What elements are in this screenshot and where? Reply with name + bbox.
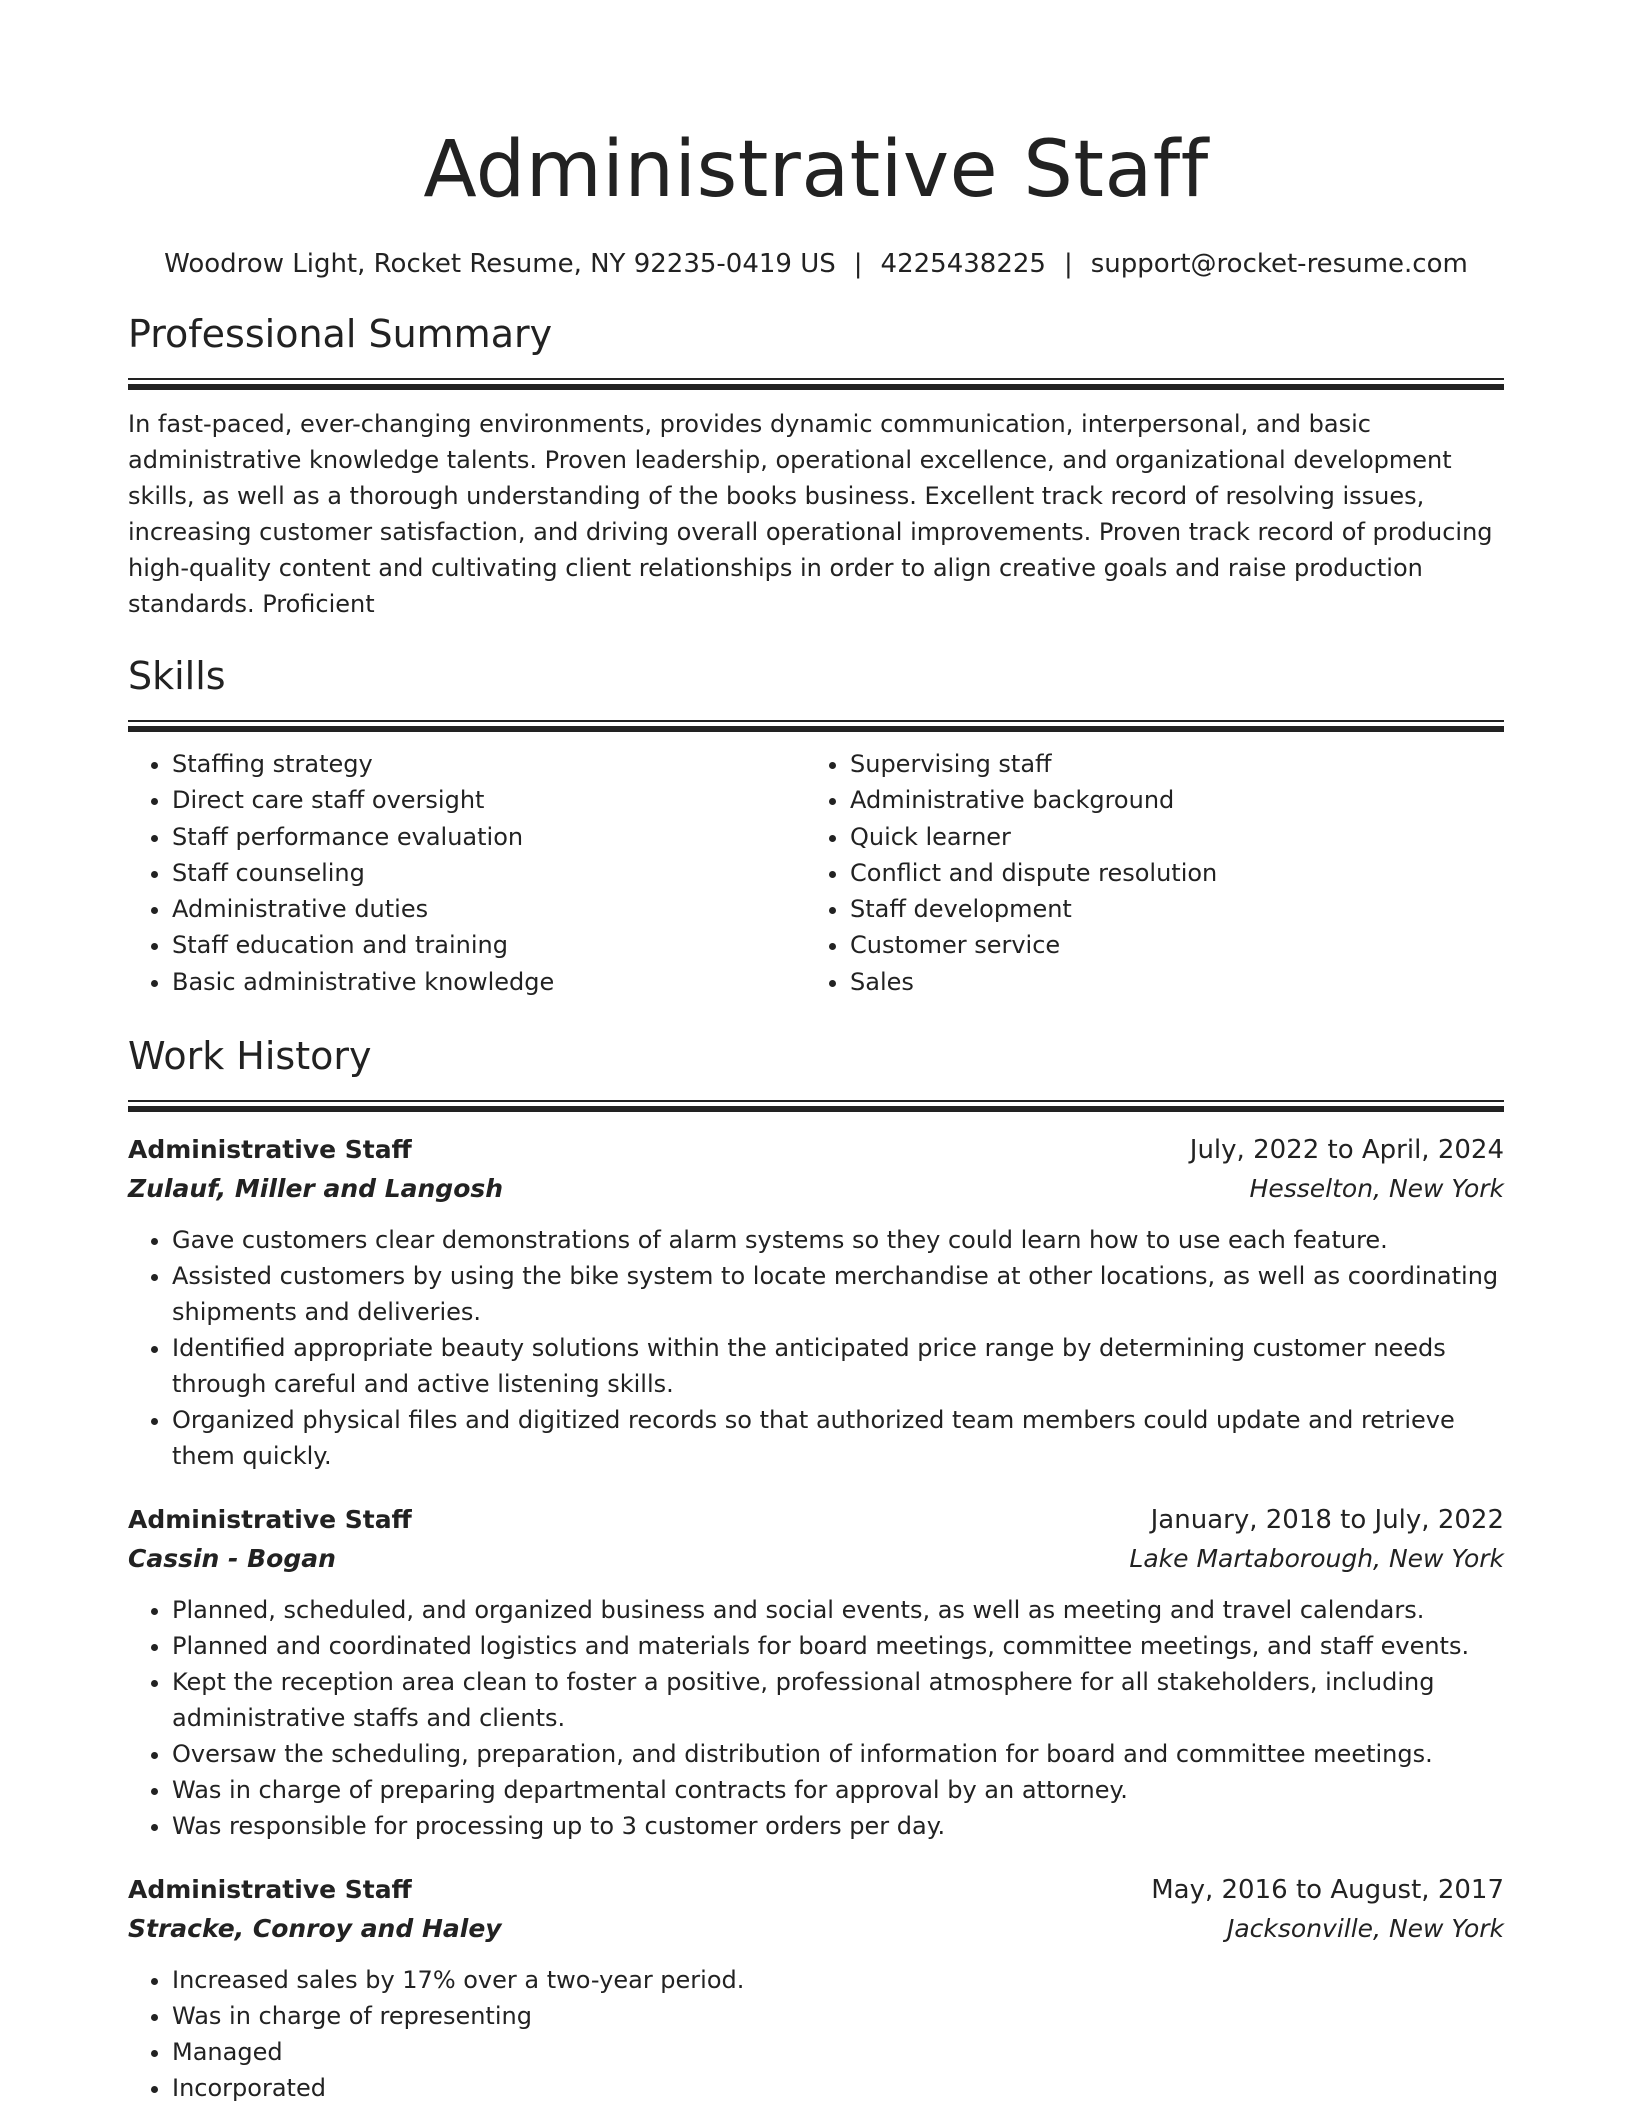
- section-divider: [128, 378, 1504, 390]
- skill-item: • Administrative duties: [172, 891, 806, 927]
- skill-item: • Staffing strategy: [172, 746, 806, 782]
- skill-item: • Direct care staff oversight: [172, 782, 806, 818]
- job-dates: May, 2016 to August, 2017: [1151, 1875, 1504, 1906]
- skills-columns: [128, 746, 1504, 1000]
- skill-item: • Customer service: [850, 927, 1484, 963]
- skill-item: • Sales: [850, 964, 1484, 1000]
- contact-separator: |: [1063, 249, 1073, 279]
- section-divider: [128, 720, 1504, 732]
- job-location: Jacksonville, New York: [1226, 1914, 1504, 1944]
- skill-item: • Staff education and training: [172, 927, 806, 963]
- job-entry: [128, 1130, 1504, 1474]
- summary-heading: Professional Summary: [128, 312, 553, 356]
- work-history-section: [128, 1030, 1504, 2106]
- section-divider: [128, 1100, 1504, 1112]
- skill-item: • Conflict and dispute resolution: [850, 855, 1484, 891]
- skill-item: • Administrative background: [850, 782, 1484, 818]
- skills-list-left: [128, 746, 806, 1000]
- job-subheader: [128, 1170, 1504, 1208]
- work-history-heading: Work History: [128, 1034, 372, 1079]
- job-title: Administrative Staff: [128, 1135, 412, 1165]
- job-company: Cassin - Bogan: [128, 1544, 336, 1574]
- resume-page: [128, 0, 1504, 2106]
- skill-item: • Basic administrative knowledge: [172, 964, 806, 1000]
- job-location: Lake Martaborough, New York: [1129, 1544, 1504, 1574]
- contact-address: Woodrow Light, Rocket Resume, NY 92235-0419 US: [164, 249, 836, 279]
- resume-title: Administrative Staff: [423, 125, 1209, 215]
- job-bullet: • Was responsible for processing up to 3 customer orders per day.: [172, 1808, 1504, 1844]
- job-company: Stracke, Conroy and Haley: [128, 1914, 502, 1944]
- job-header: [128, 1130, 1504, 1170]
- skill-item: • Staff development: [850, 891, 1484, 927]
- job-bullet: • Incorporated: [172, 2070, 1504, 2106]
- job-entry: [128, 1870, 1504, 2106]
- job-dates: January, 2018 to July, 2022: [1150, 1505, 1504, 1536]
- job-bullet: • Identified appropriate beauty solutions within the anticipated price range by determining customer needs through careful and active listening skills.: [172, 1330, 1504, 1402]
- contact-email[interactable]: support@rocket-resume.com: [1090, 249, 1468, 279]
- job-title: Administrative Staff: [128, 1875, 412, 1905]
- skill-item: • Supervising staff: [850, 746, 1484, 782]
- job-title: Administrative Staff: [128, 1505, 412, 1535]
- summary-section: [128, 308, 1504, 622]
- contact-line: [128, 246, 1504, 282]
- skills-list-right: [806, 746, 1484, 1000]
- job-subheader: [128, 1910, 1504, 1948]
- job-bullets: [128, 1962, 1504, 2106]
- job-location: Hesselton, New York: [1249, 1174, 1504, 1204]
- job-bullet: • Planned, scheduled, and organized business and social events, as well as meeting and travel calendars.: [172, 1592, 1504, 1628]
- skill-item: • Quick learner: [850, 819, 1484, 855]
- skills-heading: Skills: [128, 654, 226, 698]
- job-bullet: • Was in charge of representing: [172, 1998, 1504, 2034]
- job-bullet: • Gave customers clear demonstrations of alarm systems so they could learn how to use each feature.: [172, 1222, 1504, 1258]
- contact-separator: |: [853, 249, 863, 279]
- contact-phone: 4225438225: [880, 249, 1046, 279]
- job-subheader: [128, 1540, 1504, 1578]
- skills-section: [128, 650, 1504, 1000]
- job-bullet: • Kept the reception area clean to foster a positive, professional atmosphere for all stakeholders, including administrative staffs and clients.: [172, 1664, 1504, 1736]
- job-bullet: • Increased sales by 17% over a two-year period.: [172, 1962, 1504, 1998]
- job-bullet: • Oversaw the scheduling, preparation, and distribution of information for board and committee meetings.: [172, 1736, 1504, 1772]
- summary-text: In fast-paced, ever-changing environments, provides dynamic communication, interpersonal, and basic administrative knowledge talents. Proven leadership, operational excellence, and organizational development skills, as well as a thorough understanding of the books business. Excellent track record of resolving issues, increasing customer satisfaction, and driving overall operational improvements. Proven track record of producing high-quality content and cultivating client relationships in order to align creative goals and raise production standards. Proficient: [128, 410, 1493, 618]
- job-dates: July, 2022 to April, 2024: [1189, 1135, 1504, 1166]
- job-header: [128, 1870, 1504, 1910]
- job-bullet: • Planned and coordinated logistics and materials for board meetings, committee meetings, and staff events.: [172, 1628, 1504, 1664]
- job-bullets: [128, 1592, 1504, 1844]
- job-company: Zulauf, Miller and Langosh: [128, 1174, 504, 1204]
- job-bullet: • Assisted customers by using the bike system to locate merchandise at other locations, as well as coordinating shipments and deliveries.: [172, 1258, 1504, 1330]
- job-bullet: • Managed: [172, 2034, 1504, 2070]
- job-entry: [128, 1500, 1504, 1844]
- job-bullets: [128, 1222, 1504, 1474]
- skill-item: • Staff counseling: [172, 855, 806, 891]
- skill-item: • Staff performance evaluation: [172, 819, 806, 855]
- job-bullet: • Was in charge of preparing departmental contracts for approval by an attorney.: [172, 1772, 1504, 1808]
- job-header: [128, 1500, 1504, 1540]
- job-bullet: • Organized physical files and digitized records so that authorized team members could update and retrieve them quickly.: [172, 1402, 1504, 1474]
